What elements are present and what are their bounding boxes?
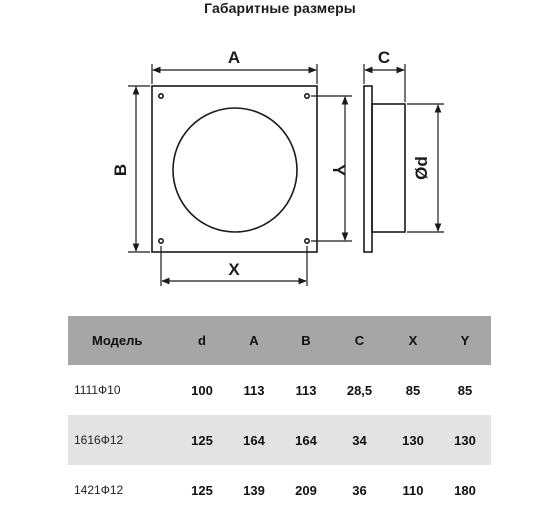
cell-b: 164 (280, 415, 332, 465)
cell-c: 34 (332, 415, 387, 465)
dimensions-table (68, 316, 491, 515)
dimension-x-label: X (228, 260, 240, 279)
table-row (68, 365, 491, 415)
cell-c: 28,5 (346, 382, 373, 398)
cell-a: 113 (243, 382, 265, 398)
dimension-a (152, 64, 317, 84)
cell-y: 130 (439, 415, 491, 465)
dimension-d-label: Ød (412, 156, 431, 180)
duct-opening (173, 108, 297, 232)
header-x: X (387, 316, 439, 365)
header-c: C (332, 316, 387, 365)
cell-d: 125 (176, 415, 228, 465)
page-title: Габаритные размеры (204, 0, 356, 16)
cell-x: 130 (387, 415, 439, 465)
table-header-row (68, 316, 491, 365)
side-view (364, 86, 405, 252)
cell-a: 139 (243, 482, 265, 498)
mount-hole-bottom-left (159, 239, 163, 243)
cell-b: 209 (295, 482, 317, 498)
front-view (152, 86, 317, 252)
header-b: B (280, 316, 332, 365)
cell-d: 100 (191, 382, 213, 398)
header-y: Y (439, 316, 491, 365)
dimension-b-label: B (111, 163, 130, 177)
table-row (68, 465, 491, 515)
cell-x: 85 (405, 382, 421, 398)
front-plate (152, 86, 317, 252)
cell-y: 180 (454, 482, 476, 498)
dimension-y-label: Y (329, 164, 348, 176)
cell-model: 1616Ф12 (68, 415, 176, 465)
cell-a: 164 (228, 415, 280, 465)
cell-b: 113 (295, 382, 317, 398)
mount-hole-top-left (159, 94, 163, 98)
dimension-c-label: C (377, 48, 391, 67)
table-row (68, 415, 491, 465)
dimension-b (128, 86, 150, 252)
cell-d: 125 (191, 482, 213, 498)
dimension-c (364, 64, 405, 102)
header-d: d (176, 316, 228, 365)
mount-hole-top-right (305, 94, 309, 98)
side-spigot (372, 104, 405, 232)
header-model: Модель (68, 316, 176, 365)
cell-x: 110 (402, 482, 424, 498)
header-a: A (228, 316, 280, 365)
cell-model: 1111Ф10 (74, 383, 121, 397)
dimension-a-label: A (227, 48, 241, 67)
cell-y: 85 (457, 382, 473, 398)
cell-model: 1421Ф12 (74, 483, 124, 497)
mount-hole-bottom-right (305, 239, 309, 243)
side-plate (364, 86, 372, 252)
cell-c: 36 (352, 482, 367, 498)
